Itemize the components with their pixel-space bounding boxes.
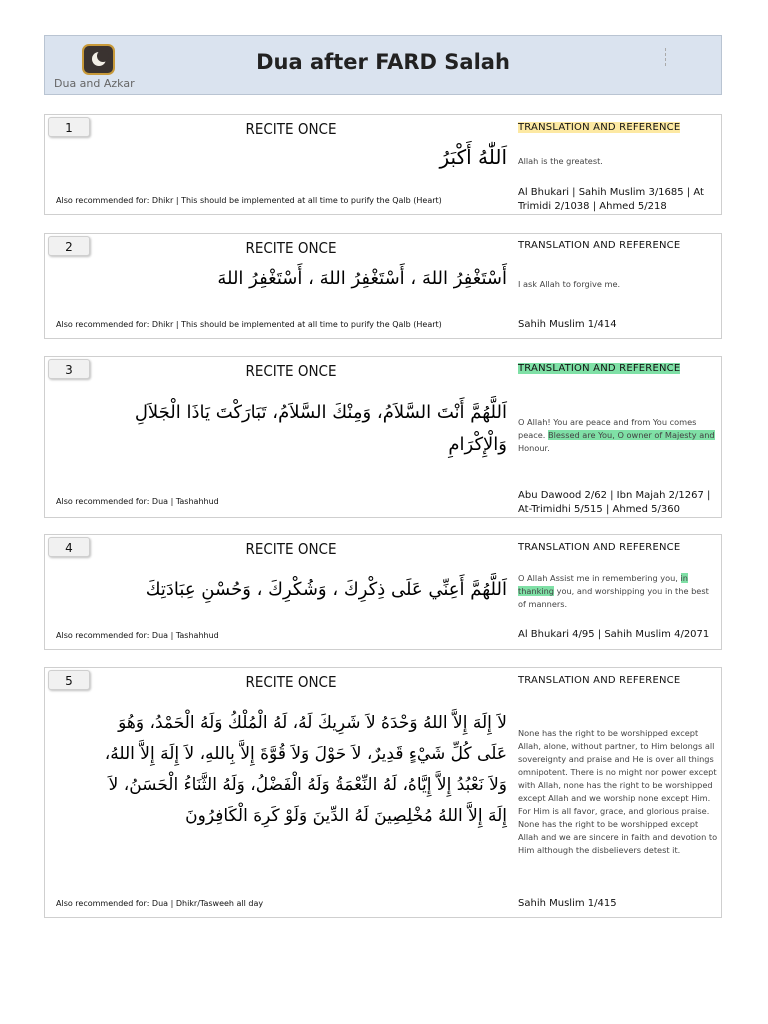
recite-label: RECITE ONCE [245,362,337,380]
dua-number: 3 [48,359,90,379]
recommendation-note: Also recommended for: Dhikr | This should be implemented at all time to purify the Qalb (Heart) [56,196,442,205]
arabic-text: أَسْتَغْفِرُ اللهَ ، أَسْتَغْفِرُ اللهَ ، أَسْتَغْفِرُ اللهَ [217,268,507,289]
dua-number: 5 [48,670,90,690]
translation-text: None has the right to be worshipped except Allah, alone, without partner, to Him belongs all sovereignty and praise and He is over all things omnipotent. There is no might nor power except with Allah, none has the right to be worshipped except Allah and we worship none except Him. For Him is all favor, grace, and glorious praise. None has the right to be worshipped except Allah and we are sincere in faith and devotion to Him although the disbelievers detest it. [518,728,718,855]
reference-text: Sahih Muslim 1/414 [518,319,617,330]
divider [665,48,667,66]
translation-text: O Allah Assist me in remembering you, in thanking you, and worshipping you in the best of manners. [518,573,709,609]
dua-card [44,233,722,339]
recommendation-note: Also recommended for: Dua | Tashahhud [56,497,219,506]
dua-number: 1 [48,117,90,137]
recommendation-note: Also recommended for: Dhikr | This should be implemented at all time to purify the Qalb (Heart) [56,320,442,329]
dua-card [44,667,722,918]
reference-text: Abu Dawood 2/62 | Ibn Majah 2/1267 | At-Trimidhi 5/515 | Ahmed 5/360 [518,490,711,515]
translation-heading: TRANSLATION AND REFERENCE [518,675,681,686]
arabic-text: اَللَّهُمَّ أَعِنِّي عَلَى ذِكْرِكَ ، وَشُكْرِكَ ، وَحُسْنِ عِبَادَتِكَ [145,579,507,600]
arabic-text: لاَ إِلَهَ إِلاَّ اللهُ وَحْدَهُ لاَ شَرِيكَ لَهُ، لَهُ الْمُلْكُ وَلَهُ الْحَمْدُ، وَهُوَ عَلَى كُلِّ شَيْءٍ قَدِيرٌ، لاَ حَوْلَ وَلاَ قُوَّةَ إِلاَّ بِاللهِ، لاَ إِلَهَ إِلاَّ اللهُ، وَلاَ نَعْبُدُ إِلاَّ إِيَّاهُ، لَهُ النِّعْمَةُ وَلَهُ الْفَضْلُ، وَلَهُ الثَّنَاءُ الْحَسَنُ، لاَ إِلَهَ إِلاَّ اللهُ مُخْلِصِينَ لَهُ الدِّينَ وَلَوْ كَرِهَ الْكَافِرُونَ [104,713,507,826]
translation-heading: TRANSLATION AND REFERENCE [518,542,681,553]
translation-heading: TRANSLATION AND REFERENCE [518,122,681,133]
dua-card [44,114,722,215]
arabic-text: اَللَّهُمَّ أَنْتَ السَّلاَمُ، وَمِنْكَ السَّلاَمُ، تَبَارَكْتَ يَاذَا الْجَلاَلِ وَالْإِكْرَامِ [134,402,507,455]
recite-label: RECITE ONCE [245,540,337,558]
reference-text: Al Bhukari 4/95 | Sahih Muslim 4/2071 [518,629,710,640]
translation-heading: TRANSLATION AND REFERENCE [518,240,681,251]
brand-name: Dua and Azkar [54,77,135,90]
dua-number: 2 [48,236,90,256]
dua-number: 4 [48,537,90,557]
translation-text: Allah is the greatest. [518,156,603,166]
reference-text: Sahih Muslim 1/415 [518,898,617,909]
translation-text: I ask Allah to forgive me. [518,279,621,289]
page-header [44,35,722,95]
recite-label: RECITE ONCE [245,239,337,257]
translation-heading: TRANSLATION AND REFERENCE [518,363,681,374]
recite-label: RECITE ONCE [245,120,337,138]
reference-text: Al Bhukari | Sahih Muslim 3/1685 | At Trimidi 2/1038 | Ahmed 5/218 [518,187,704,212]
recommendation-note: Also recommended for: Dua | Dhikr/Tasweeh all day [56,899,264,908]
dua-card [44,356,722,518]
arabic-text: اَللّٰهُ أَكْبَرُ [439,145,507,169]
page-title: Dua after FARD Salah [256,50,510,74]
dua-card [44,534,722,650]
translation-text: O Allah! You are peace and from You comes peace. Blessed are You, O owner of Majesty and Honour. [518,417,715,453]
recommendation-note: Also recommended for: Dua | Tashahhud [56,631,219,640]
recite-label: RECITE ONCE [245,673,337,691]
